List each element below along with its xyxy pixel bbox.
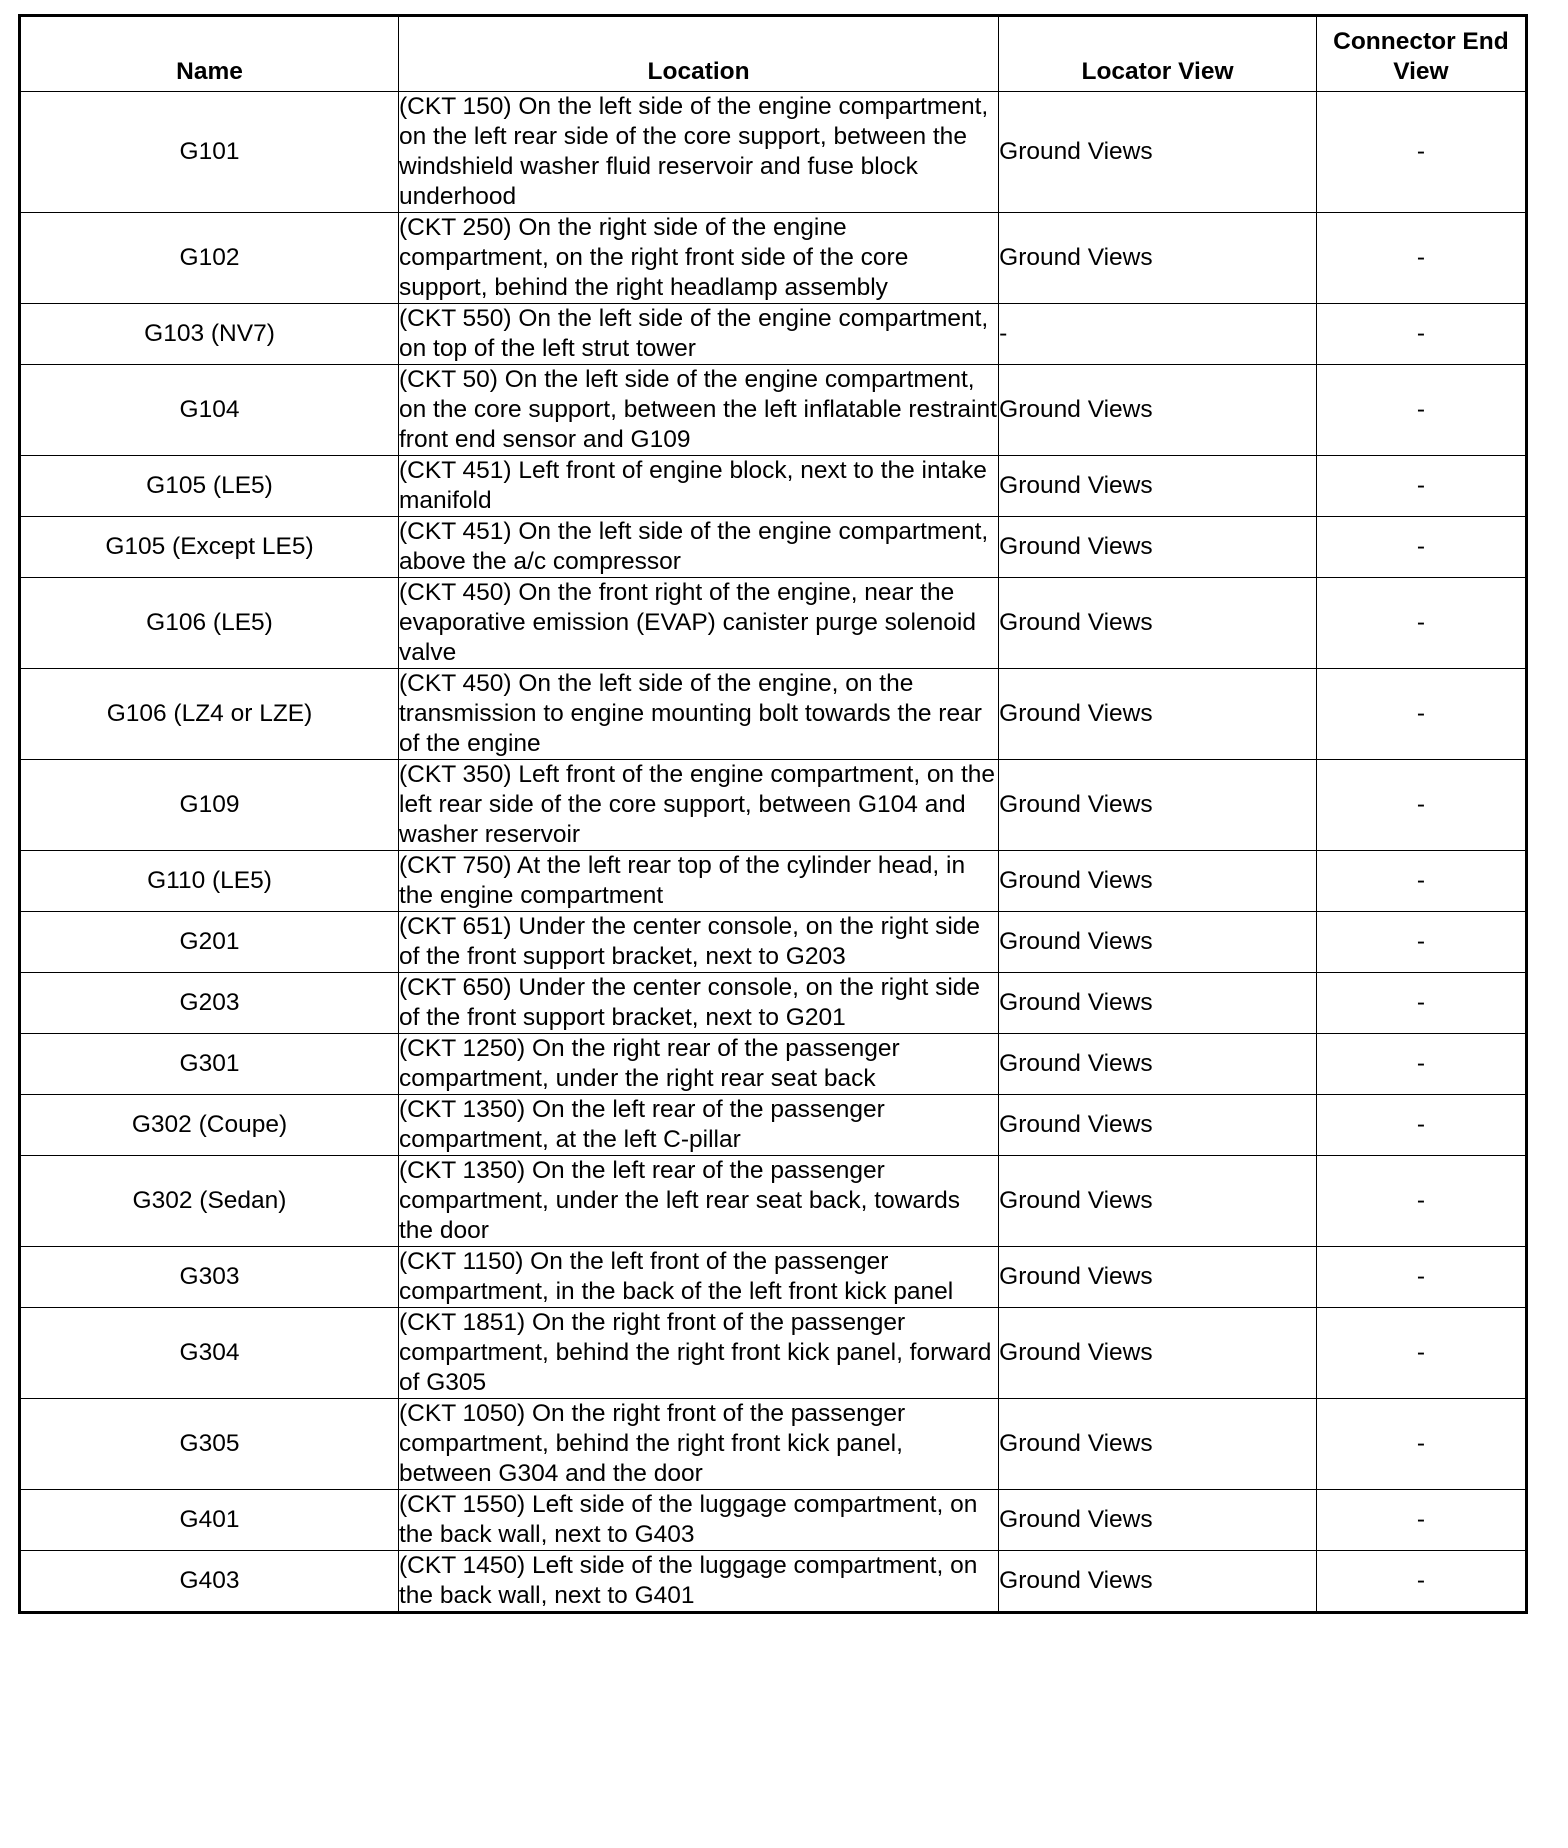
table-row — [20, 1156, 1527, 1247]
cell-location: (CKT 50) On the left side of the engine compartment, on the core support, between the left inflatable restraint front end sensor and G109 — [399, 365, 999, 456]
cell-connector-end-view: - — [1316, 1034, 1526, 1095]
header-locator-view: Locator View — [999, 16, 1317, 92]
cell-name: G106 (LZ4 or LZE) — [20, 669, 399, 760]
cell-name: G101 — [20, 92, 399, 213]
cell-name: G105 (LE5) — [20, 456, 399, 517]
table-row — [20, 851, 1527, 912]
cell-location: (CKT 1550) Left side of the luggage compartment, on the back wall, next to G403 — [399, 1490, 999, 1551]
cell-name: G203 — [20, 973, 399, 1034]
cell-location: (CKT 1050) On the right front of the passenger compartment, behind the right front kick panel, between G304 and the door — [399, 1399, 999, 1490]
table-row — [20, 760, 1527, 851]
cell-locator-view: Ground Views — [999, 1399, 1317, 1490]
header-connector-end-view: Connector End View — [1316, 16, 1526, 92]
table-row — [20, 1399, 1527, 1490]
cell-location: (CKT 150) On the left side of the engine compartment, on the left rear side of the core support, between the windshield washer fluid reservoir and fuse block underhood — [399, 92, 999, 213]
table-row — [20, 1095, 1527, 1156]
cell-location: (CKT 1350) On the left rear of the passenger compartment, at the left C-pillar — [399, 1095, 999, 1156]
cell-connector-end-view: - — [1316, 1247, 1526, 1308]
cell-name: G403 — [20, 1551, 399, 1613]
cell-location: (CKT 651) Under the center console, on the right side of the front support bracket, next to G203 — [399, 912, 999, 973]
cell-connector-end-view: - — [1316, 456, 1526, 517]
table-row — [20, 912, 1527, 973]
cell-locator-view: Ground Views — [999, 365, 1317, 456]
cell-location: (CKT 451) On the left side of the engine compartment, above the a/c compressor — [399, 517, 999, 578]
cell-name: G102 — [20, 213, 399, 304]
cell-locator-view: Ground Views — [999, 92, 1317, 213]
cell-location: (CKT 1150) On the left front of the passenger compartment, in the back of the left front kick panel — [399, 1247, 999, 1308]
cell-connector-end-view: - — [1316, 1551, 1526, 1613]
cell-connector-end-view: - — [1316, 304, 1526, 365]
table-row — [20, 304, 1527, 365]
cell-name: G301 — [20, 1034, 399, 1095]
cell-location: (CKT 451) Left front of engine block, next to the intake manifold — [399, 456, 999, 517]
cell-name: G304 — [20, 1308, 399, 1399]
ground-locations-table — [18, 14, 1528, 1614]
cell-locator-view: Ground Views — [999, 973, 1317, 1034]
cell-connector-end-view: - — [1316, 365, 1526, 456]
table-row — [20, 1490, 1527, 1551]
cell-location: (CKT 1851) On the right front of the passenger compartment, behind the right front kick panel, forward of G305 — [399, 1308, 999, 1399]
cell-name: G104 — [20, 365, 399, 456]
cell-connector-end-view: - — [1316, 851, 1526, 912]
cell-name: G103 (NV7) — [20, 304, 399, 365]
cell-connector-end-view: - — [1316, 92, 1526, 213]
cell-name: G302 (Sedan) — [20, 1156, 399, 1247]
cell-location: (CKT 450) On the left side of the engine, on the transmission to engine mounting bolt towards the rear of the engine — [399, 669, 999, 760]
cell-locator-view: Ground Views — [999, 1551, 1317, 1613]
cell-locator-view: Ground Views — [999, 517, 1317, 578]
table-row — [20, 578, 1527, 669]
table-row — [20, 1551, 1527, 1613]
table-row — [20, 669, 1527, 760]
cell-locator-view: Ground Views — [999, 1095, 1317, 1156]
cell-locator-view: Ground Views — [999, 851, 1317, 912]
table-row — [20, 365, 1527, 456]
cell-locator-view: Ground Views — [999, 213, 1317, 304]
cell-connector-end-view: - — [1316, 1308, 1526, 1399]
cell-location: (CKT 650) Under the center console, on the right side of the front support bracket, next to G201 — [399, 973, 999, 1034]
cell-name: G106 (LE5) — [20, 578, 399, 669]
cell-connector-end-view: - — [1316, 1490, 1526, 1551]
table-row — [20, 213, 1527, 304]
cell-locator-view: Ground Views — [999, 1156, 1317, 1247]
cell-connector-end-view: - — [1316, 973, 1526, 1034]
cell-location: (CKT 250) On the right side of the engine compartment, on the right front side of the core support, behind the right headlamp assembly — [399, 213, 999, 304]
cell-location: (CKT 450) On the front right of the engine, near the evaporative emission (EVAP) canister purge solenoid valve — [399, 578, 999, 669]
cell-connector-end-view: - — [1316, 213, 1526, 304]
header-location: Location — [399, 16, 999, 92]
cell-connector-end-view: - — [1316, 517, 1526, 578]
cell-location: (CKT 350) Left front of the engine compartment, on the left rear side of the core support, between G104 and washer reservoir — [399, 760, 999, 851]
cell-locator-view: Ground Views — [999, 1034, 1317, 1095]
cell-connector-end-view: - — [1316, 1156, 1526, 1247]
cell-locator-view: Ground Views — [999, 578, 1317, 669]
table-row — [20, 973, 1527, 1034]
table-row — [20, 92, 1527, 213]
table-row — [20, 456, 1527, 517]
cell-name: G303 — [20, 1247, 399, 1308]
cell-name: G201 — [20, 912, 399, 973]
table-row — [20, 1034, 1527, 1095]
cell-name: G105 (Except LE5) — [20, 517, 399, 578]
cell-locator-view: Ground Views — [999, 456, 1317, 517]
cell-location: (CKT 750) At the left rear top of the cylinder head, in the engine compartment — [399, 851, 999, 912]
cell-location: (CKT 1450) Left side of the luggage compartment, on the back wall, next to G401 — [399, 1551, 999, 1613]
cell-connector-end-view: - — [1316, 760, 1526, 851]
cell-location: (CKT 1350) On the left rear of the passenger compartment, under the left rear seat back, towards the door — [399, 1156, 999, 1247]
cell-connector-end-view: - — [1316, 1399, 1526, 1490]
cell-name: G401 — [20, 1490, 399, 1551]
cell-locator-view: Ground Views — [999, 912, 1317, 973]
cell-locator-view: Ground Views — [999, 669, 1317, 760]
cell-connector-end-view: - — [1316, 912, 1526, 973]
table-row — [20, 1308, 1527, 1399]
cell-connector-end-view: - — [1316, 1095, 1526, 1156]
header-name: Name — [20, 16, 399, 92]
cell-locator-view: - — [999, 304, 1317, 365]
cell-locator-view: Ground Views — [999, 1490, 1317, 1551]
table-row — [20, 517, 1527, 578]
cell-connector-end-view: - — [1316, 669, 1526, 760]
cell-locator-view: Ground Views — [999, 760, 1317, 851]
table-row — [20, 1247, 1527, 1308]
cell-name: G302 (Coupe) — [20, 1095, 399, 1156]
cell-locator-view: Ground Views — [999, 1247, 1317, 1308]
header-row — [20, 16, 1527, 92]
cell-name: G305 — [20, 1399, 399, 1490]
cell-location: (CKT 550) On the left side of the engine compartment, on top of the left strut tower — [399, 304, 999, 365]
cell-name: G110 (LE5) — [20, 851, 399, 912]
cell-locator-view: Ground Views — [999, 1308, 1317, 1399]
cell-location: (CKT 1250) On the right rear of the passenger compartment, under the right rear seat back — [399, 1034, 999, 1095]
table-body — [20, 92, 1527, 1613]
cell-name: G109 — [20, 760, 399, 851]
cell-connector-end-view: - — [1316, 578, 1526, 669]
table-header — [20, 16, 1527, 92]
